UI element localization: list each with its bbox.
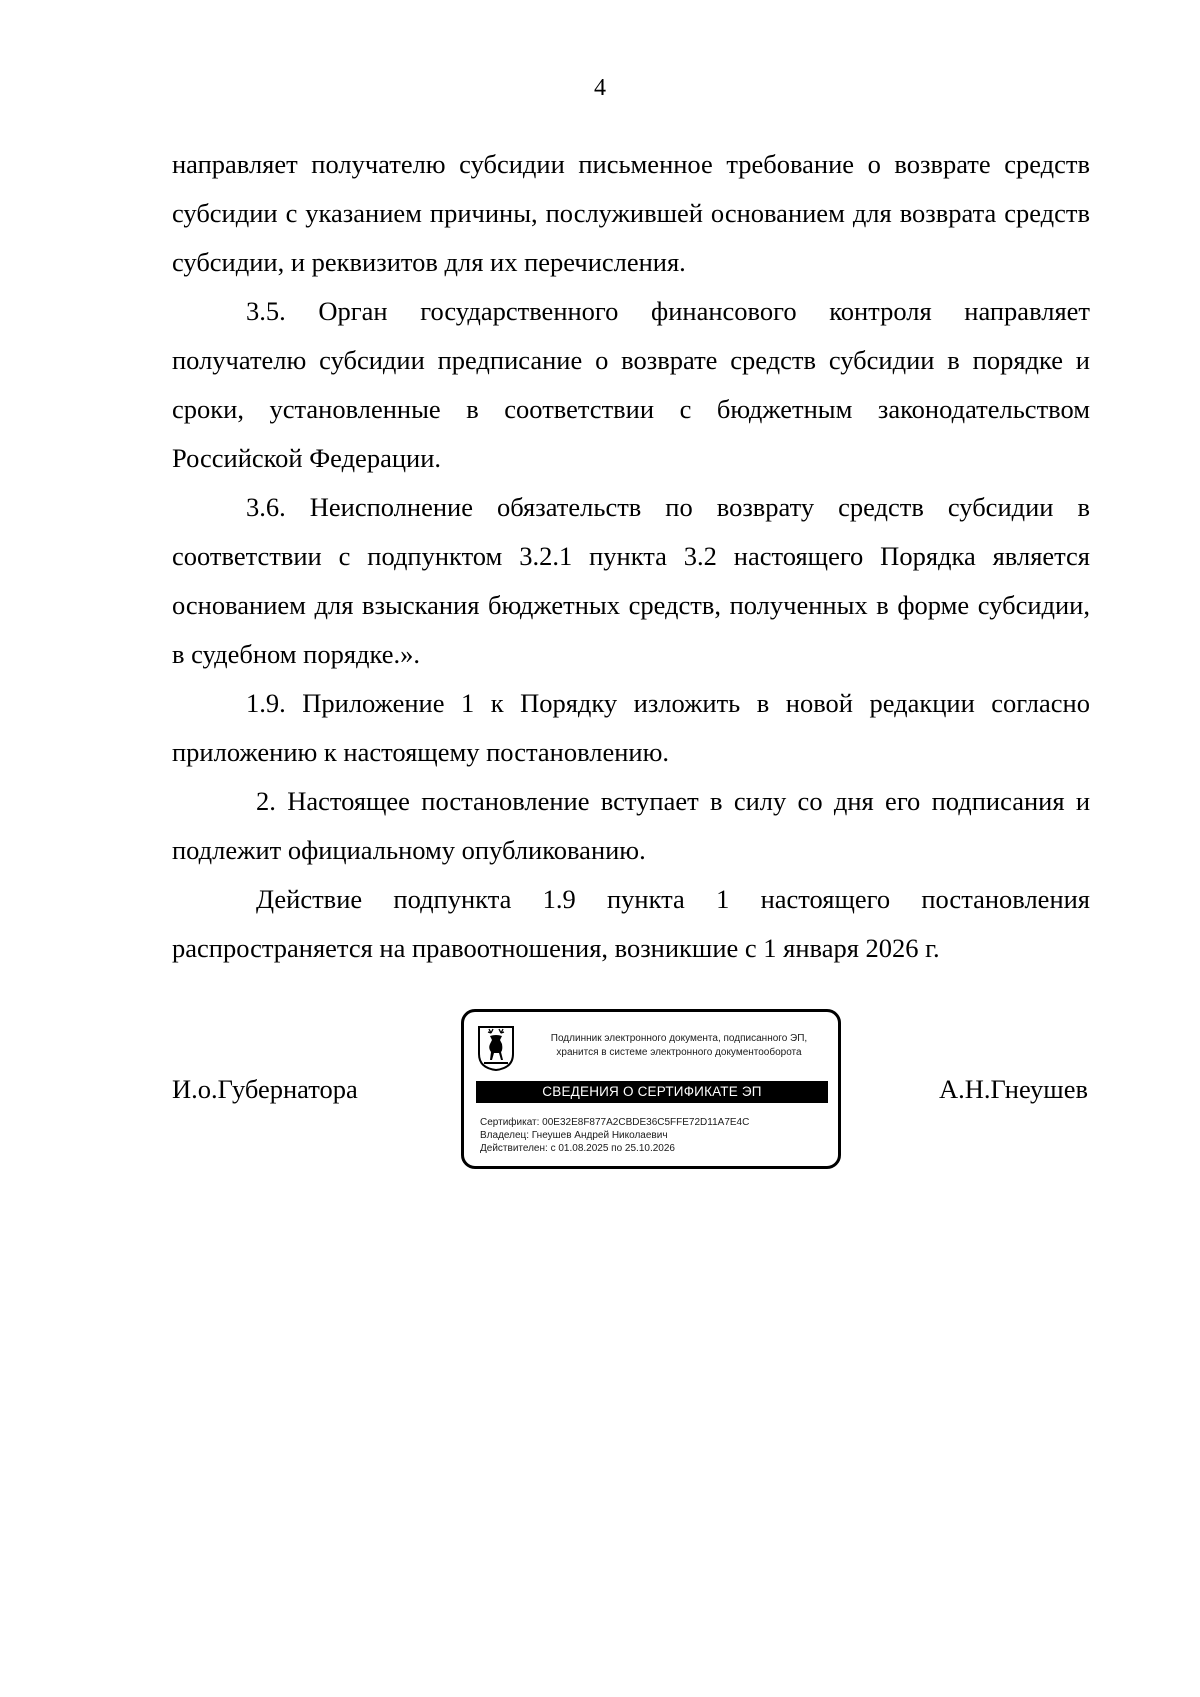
signer-title: И.о.Губернатора [172, 1074, 358, 1104]
stamp-note [526, 1032, 832, 1060]
paragraph-2: 2. Настоящее постановление вступает в силу со дня его подписания и подлежит официальному опубликованию. [172, 786, 1090, 865]
page-number: 4 [594, 75, 606, 101]
paragraph-continuation: направляет получателю субсидии письменное требование о возврате средств субсидии с указанием причины, послужившей основанием для возврата средств субсидии, и реквизитов для их перечисления. [172, 149, 1090, 277]
document-body [172, 140, 1090, 973]
deer-emblem-icon [476, 1024, 516, 1072]
stamp-note-line-2: хранится в системе электронного документооборота [556, 1047, 802, 1058]
paragraph-3-5: 3.5. Орган государственного финансового контроля направляет получателю субсидии предписание о возврате средств субсидии в порядке и сроки, установленные в соответствии с бюджетным законодательством Российской Федерации. [172, 296, 1090, 473]
electronic-signature-stamp [461, 1009, 841, 1169]
stamp-header: СВЕДЕНИЯ О СЕРТИФИКАТЕ ЭП [476, 1081, 828, 1103]
certificate-owner: Владелец: Гнеушев Андрей Николаевич [480, 1130, 668, 1141]
signature-block [0, 1009, 1200, 1175]
stamp-certificate-details [480, 1116, 832, 1155]
certificate-number: Сертификат: 00E32E8F877A2CBDE36C5FFE72D11A7E4C [480, 1117, 750, 1128]
certificate-validity: Действителен: с 01.08.2025 по 25.10.2026 [480, 1143, 675, 1154]
paragraph-effect: Действие подпункта 1.9 пункта 1 настоящего постановления распространяется на правоотношения, возникшие с 1 января 2026 г. [172, 884, 1090, 963]
paragraph-1-9: 1.9. Приложение 1 к Порядку изложить в новой редакции согласно приложению к настоящему постановлению. [172, 688, 1090, 767]
stamp-note-line-1: Подлинник электронного документа, подписанного ЭП, [550, 1033, 808, 1044]
paragraph-3-6: 3.6. Неисполнение обязательств по возврату средств субсидии в соответствии с подпунктом 3.2.1 пункта 3.2 настоящего Порядка является основанием для взыскания бюджетных средств, полученных в форме субсидии, в судебном порядке.». [172, 492, 1090, 669]
signer-name: А.Н.Гнеушев [938, 1074, 1088, 1104]
